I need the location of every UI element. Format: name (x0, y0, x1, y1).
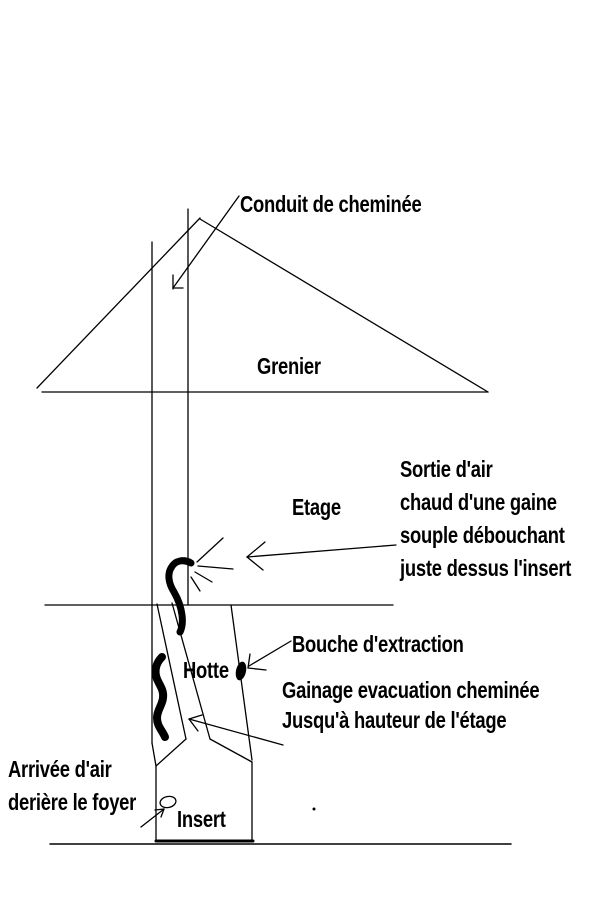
label-arrivee-line2: derière le foyer (8, 789, 137, 815)
label-sortie-line4: juste dessus l'insert (400, 555, 572, 581)
bouche-extraction-vent (234, 661, 248, 682)
label-conduit-de-cheminee: Conduit de cheminée (240, 191, 422, 217)
label-sortie-line2: chaud d'une gaine (400, 489, 557, 515)
conduit-leader-arrow-icon (173, 196, 239, 289)
gainage-leader-arrow-icon (189, 715, 283, 745)
label-gainage-line2: Jusqu'à hauteur de l'étage (282, 707, 507, 733)
label-grenier: Grenier (257, 353, 321, 379)
label-sortie-line1: Sortie d'air (400, 456, 493, 482)
label-sortie-line3: souple débouchant (400, 522, 565, 548)
bouche-leader-arrow-icon (248, 641, 291, 670)
label-arrivee-air (8, 753, 136, 819)
label-hotte: Hotte (183, 657, 229, 683)
label-bouche-extraction: Bouche d'extraction (292, 631, 464, 657)
label-arrivee-line1: Arrivée d'air (8, 756, 112, 782)
air-inlet-ellipse (159, 795, 177, 809)
airflow-rays-icon (191, 538, 233, 591)
gainage-diagonal-line (231, 605, 252, 760)
label-insert: Insert (177, 806, 226, 832)
label-gainage-line1: Gainage evacuation cheminée (282, 677, 540, 703)
label-sortie-air-chaud (400, 453, 571, 585)
sortie-leader-arrow-icon (247, 542, 396, 570)
stray-dot (313, 808, 316, 811)
arrivee-leader-arrow-icon (141, 809, 164, 827)
label-etage: Etage (292, 494, 341, 520)
hotte-squiggle (156, 657, 165, 737)
